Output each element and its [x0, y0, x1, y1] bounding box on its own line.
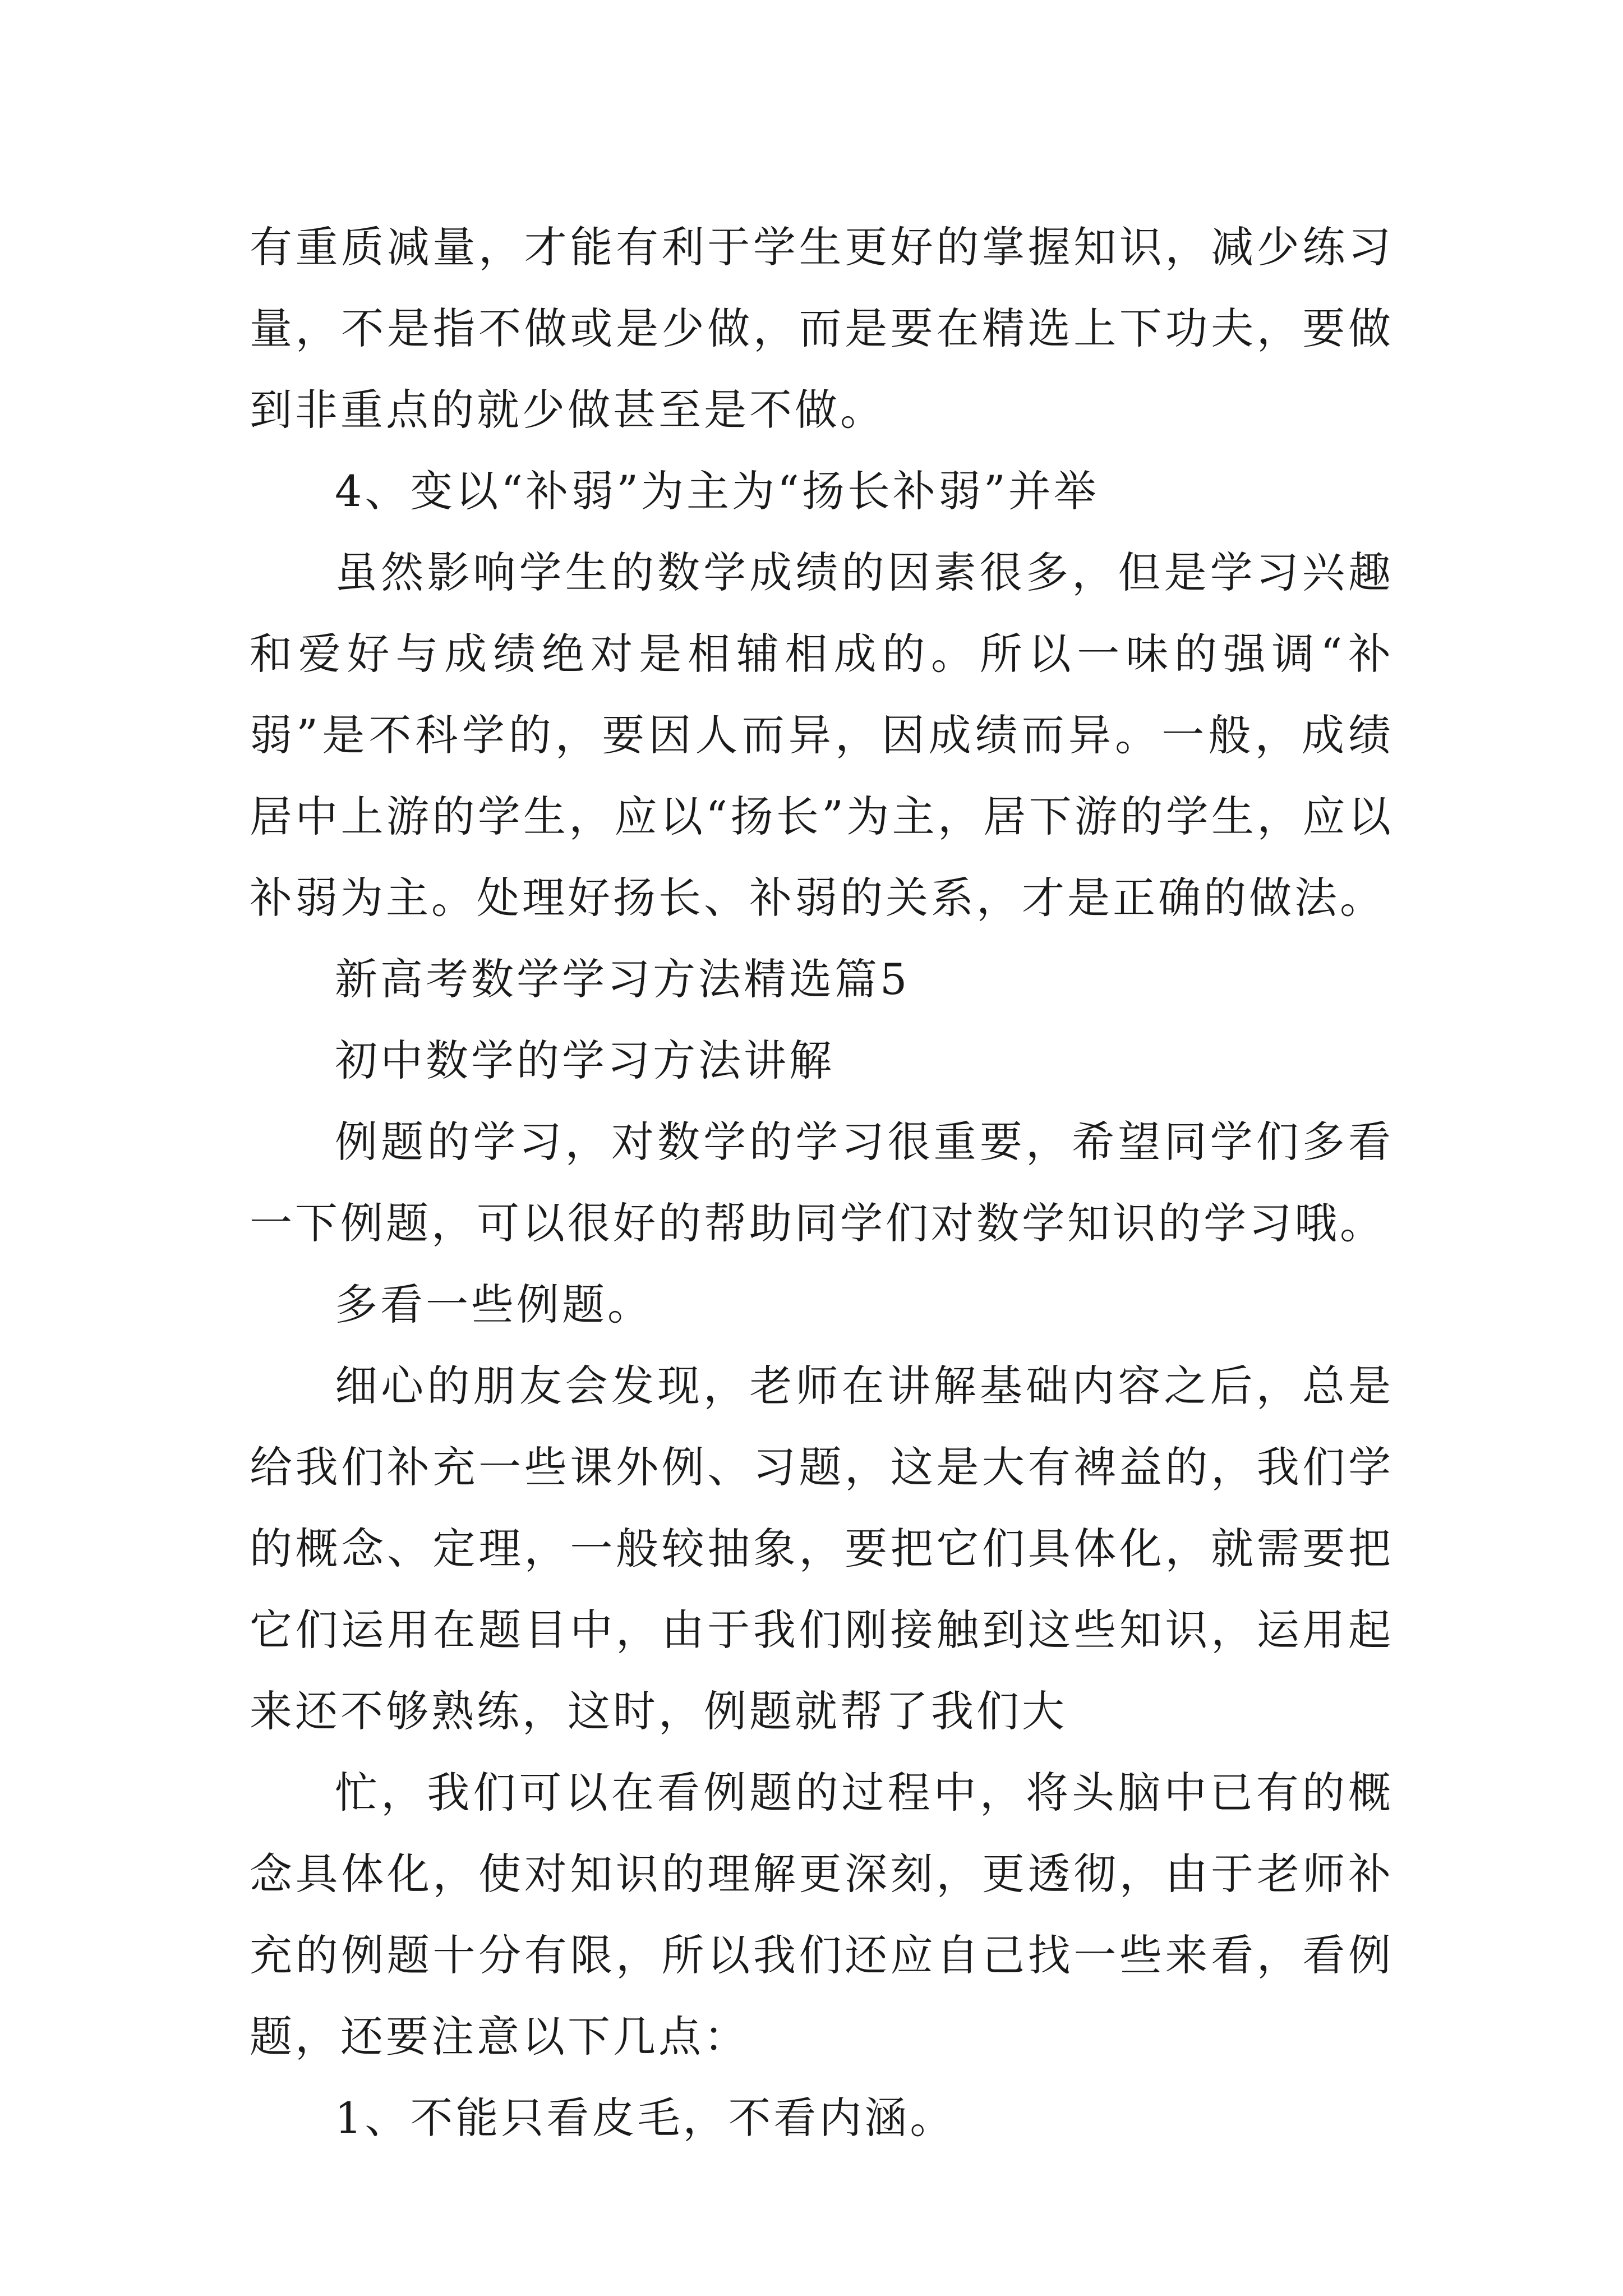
- paragraph-read-more-examples: 多看一些例题。: [335, 1280, 653, 1329]
- document-body: [250, 206, 1394, 2159]
- paragraph-concretize-concepts: 忙，我们可以在看例题的过程中，将头脑中已有的概念具体化，使对知识的理解更深刻，更透彻，由于老师补充的例题十分有限，所以我们还应自己找一些来看，看例题，还要注意以下几点：: [250, 1768, 1394, 2062]
- paragraph-example-importance: 例题的学习，对数学的学习很重要，希望同学们多看一下例题，可以很好的帮助同学们对数学知识的学习哦。: [250, 1117, 1394, 1248]
- paragraph-teacher-supplements: 细心的朋友会发现，老师在讲解基础内容之后，总是给我们补充一些课外例、习题，这是大有裨益的，我们学的概念、定理，一般较抽象，要把它们具体化，就需要把它们运用在题目中，由于我们刚接触到这些知识，运用起来还不够熟练，这时，例题就帮了我们大: [250, 1361, 1394, 1736]
- subtitle-study-methods: 初中数学的学习方法讲解: [335, 1036, 834, 1085]
- section-title-part-5: 新高考数学学习方法精选篇5: [335, 954, 910, 1004]
- paragraph-interest-and-grades: 虽然影响学生的数学成绩的因素很多，但是学习兴趣和爱好与成绩绝对是相辅相成的。所以一味的强调“补弱”是不科学的，要因人而异，因成绩而异。一般，成绩居中上游的学生，应以“扬长”为主，居下游的学生，应以补弱为主。处理好扬长、补弱的关系，才是正确的做法。: [250, 547, 1394, 923]
- heading-strengths-and-weaknesses: 4、变以“补弱”为主为“扬长补弱”并举: [335, 466, 1099, 516]
- paragraph-quality-over-quantity: 有重质减量，才能有利于学生更好的掌握知识，减少练习量，不是指不做或是少做，而是要在精选上下功夫，要做到非重点的就少做甚至是不做。: [250, 222, 1394, 435]
- list-item-point-1: 1、不能只看皮毛，不看内涵。: [335, 2093, 956, 2143]
